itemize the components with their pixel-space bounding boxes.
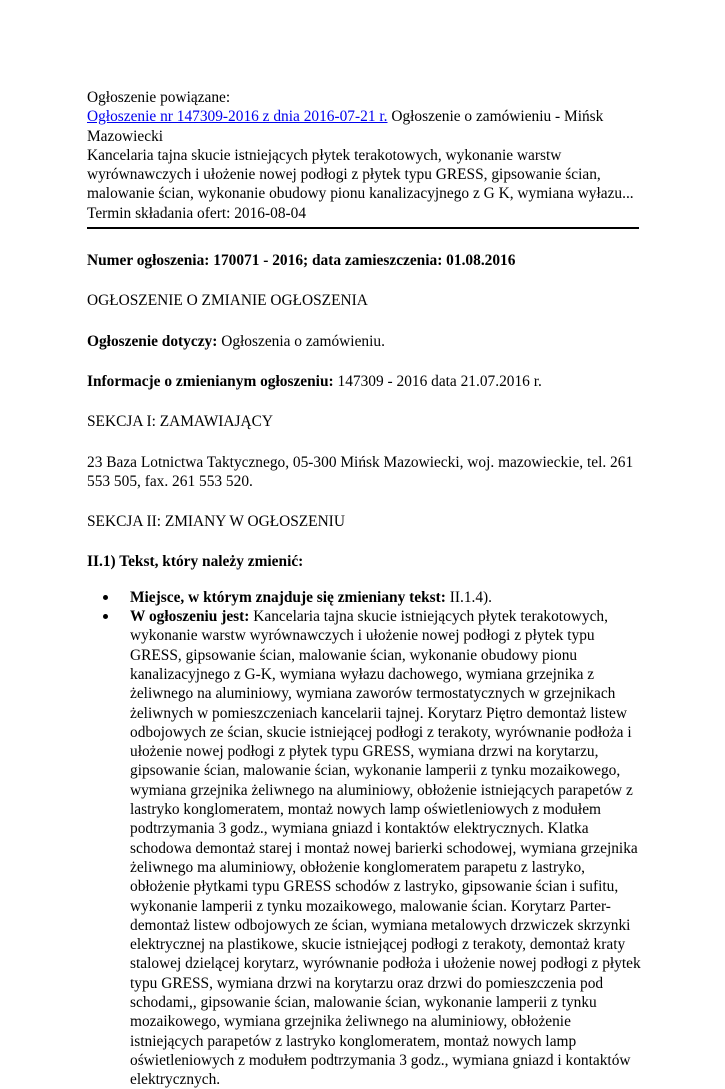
notice-number-text: Numer ogłoszenia: 170071 - 2016; data zamieszczenia: 01.08.2016 — [87, 252, 516, 270]
section-2-heading: SEKCJA II: ZMIANY W OGŁOSZENIU — [87, 513, 345, 531]
document-page — [87, 88, 642, 1089]
info-label: Informacje o zmienianym ogłoszeniu: — [87, 372, 334, 390]
concerns-label: Ogłoszenie dotyczy: — [87, 332, 218, 350]
change-heading — [87, 552, 642, 571]
related-notice-link[interactable]: Ogłoszenie nr 147309-2016 z dnia 2016-07-21 r. — [87, 108, 388, 126]
list-item — [130, 607, 642, 1089]
notice-concerns — [87, 332, 642, 351]
related-deadline: Termin składania ofert: 2016-08-04 — [87, 204, 307, 222]
related-description: Kancelaria tajna skucie istniejących płytek terakotowych, wykonanie warstw wyrównawczych i ułożenie nowej podłogi z płytek typu GRESS, gipsowanie ścian, malowanie ścian, wykonanie obudowy pionu kanalizacyjnego z G K, wymiana wyłazu... — [87, 146, 634, 203]
related-link-suffix: Ogłoszenie o zamówieniu - Mińsk Mazowiecki — [87, 108, 604, 145]
notice-number-line — [87, 251, 642, 270]
related-link-line — [87, 107, 642, 146]
item-text: Kancelaria tajna skucie istniejących płytek terakotowych, wykonanie warstw wyrównawczych i ułożenie nowej podłogi z płytek typu GRESS, gipsowanie ścian, malowanie ścian, wykonanie obudowy pionu kanalizacyjnego z G-K, wymiana wyłazu dachowego, wymiana grzejnika z żeliwnego na aluminiowy, wymiana zaworów termostatycznych w grzejnikach żeliwnych w pomieszczeniach kancelarii tajnej. Korytarz Piętro demontaż listew odbojowych ze ścian, skucie istniejącej podłogi z terakoty, wyrównanie podłoża i ułożenie nowej podłogi z płytek typu GRESS, wymiana drzwi na korytarzu, gipsowanie ścian, malowanie ścian, wykonanie lamperii z tynku mozaikowego, wymiana grzejnika żeliwnego na aluminiowy, obłożenie istniejących parapetów z lastryko konglomeratem, montaż nowych lamp oświetleniowych z modułem podtrzymania 3 godz., wymiana gniazd i kontaktów elektrycznych. Klatka schodowa demontaż starej i montaż nowej barierki schodowej, wymiana grzejnika żeliwnego ma aluminiowy, obłożenie konglomeratem parapetu z lastryko, obłożenie płytkami typu GRESS schodów z lastryko, gipsowanie ścian i sufitu, wykonanie lamperii z tynku mozaikowego, malowanie ścian. Korytarz Parter- demontaż listew odbojowych ze ścian, wymiana metalowych drzwiczek skrzynki elektrycznej na plastikowe, skucie istniejącej podłogi z terakoty, demontaż kraty stalowej dzielącej korytarz, wyrównanie podłoża i ułożenie nowej podłogi z płytek typu GRESS, wymiana drzwi na korytarzu oraz drzwi do pomieszczenia pod schodami,, gipsowanie ścian, malowanie ścian, wykonanie lamperii z tynku mozaikowego, wymiana grzejnika żeliwnego na aluminiowy, obłożenie istniejących parapetów z lastryko konglomeratem, montaż nowych lamp oświetleniowych z modułem podtrzymania 3 godz., wymiana gniazd i kontaktów elektrycznych. — [130, 608, 641, 1089]
concerns-value: Ogłoszenia o zamówieniu. — [217, 332, 385, 350]
changes-list — [87, 588, 642, 1089]
notice-info — [87, 372, 642, 391]
related-heading: Ogłoszenie powiązane: — [87, 89, 231, 106]
notice-title: OGŁOSZENIE O ZMIANIE OGŁOSZENIA — [87, 292, 368, 310]
section-1-heading: SEKCJA I: ZAMAWIAJĄCY — [87, 413, 274, 431]
item-text: II.1.4). — [445, 588, 493, 606]
item-label: W ogłoszeniu jest: — [130, 608, 250, 626]
divider — [87, 227, 639, 229]
change-heading-text: II.1) Tekst, który należy zmienić: — [87, 553, 304, 571]
related-notice-block — [87, 88, 642, 223]
item-label: Miejsce, w którym znajduje się zmieniany tekst: — [130, 588, 446, 606]
contracting-authority-address: 23 Baza Lotnictwa Taktycznego, 05-300 Mińsk Mazowiecki, woj. mazowieckie, tel. 261 553 505, fax. 261 553 520. — [87, 453, 634, 490]
info-value: 147309 - 2016 data 21.07.2016 r. — [333, 372, 542, 390]
list-item — [130, 588, 642, 607]
